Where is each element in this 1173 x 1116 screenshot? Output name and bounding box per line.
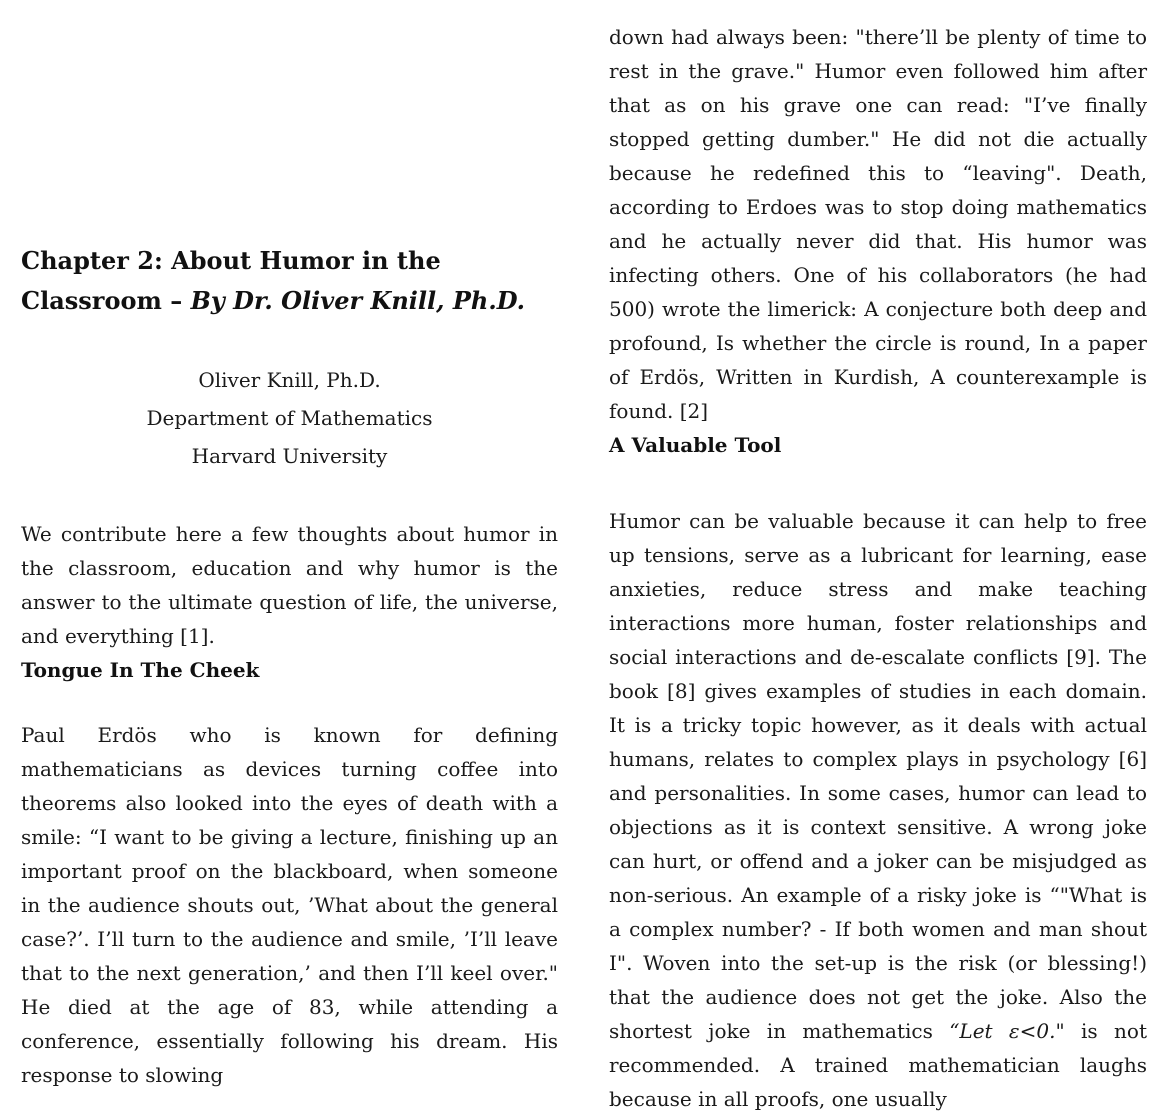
- author-block: [21, 361, 558, 475]
- author-name: Oliver Knill, Ph.D.: [198, 368, 381, 392]
- shortest-joke-italic: “Let ε<0.": [949, 1019, 1065, 1043]
- continuation-paragraph: down had always been: "there’ll be plenty of time to rest in the grave." Humor even followed him after that as on his grave one can read: "I’ve finally stopped getting dumber." He did not die actually because he redefined this to “leaving". Death, according to Erdoes was to stop doing mathematics and he actually never did that. His humor was infecting others. One of his collaborators (he had 500) wrote the limerick: A conjecture both deep and profound, Is whether the circle is round, In a paper of Erdös, Written in Kurdish, A counterexample is found. [2]: [609, 25, 1147, 423]
- section-heading-a-valuable-tool: A Valuable Tool: [609, 433, 782, 457]
- chapter-title-line2-main: Classroom –: [21, 286, 191, 315]
- chapter-title-byline: By Dr. Oliver Knill, Ph.D.: [190, 286, 526, 315]
- author-department: Department of Mathematics: [146, 406, 433, 430]
- valuable-tool-paragraph-end: is not recommended. A trained mathematician laughs because in all proofs, one usually: [609, 1019, 1147, 1111]
- erdos-paragraph: Paul Erdös who is known for defining mathematicians as devices turning coffee into theorems also looked into the eyes of death with a smile: “I want to be giving a lecture, finishing up an important proof on the blackboard, when someone in the audience shouts out, ’What about the general case?’. I’ll turn to the audience and smile, ’I’ll leave that to the next generation,’ and then I’ll keel over." He died at the age of 83, while attending a conference, essentially following his dream. His response to slowing: [21, 723, 558, 1087]
- chapter-title-line1: Chapter 2: About Humor in the: [21, 246, 441, 275]
- chapter-title: [21, 241, 558, 321]
- right-column: [609, 0, 1147, 1116]
- author-university: Harvard University: [191, 444, 388, 468]
- chapter-title-line2: [21, 286, 525, 315]
- intro-paragraph: We contribute here a few thoughts about humor in the classroom, education and why humor is the answer to the ultimate question of life, the universe, and everything [1].: [21, 522, 558, 648]
- left-column: [21, 0, 558, 1092]
- valuable-tool-paragraph-start: Humor can be valuable because it can help to free up tensions, serve as a lubricant for learning, ease anxieties, reduce stress and make teaching interactions more human, foster relationships and social interactions and de-escalate conflicts [9]. The book [8] gives examples of studies in each domain. It is a tricky topic however, as it deals with actual humans, relates to complex plays in psychology [6] and personalities. In some cases, humor can lead to objections as it is context sensitive. A wrong joke can hurt, or offend and a joker can be misjudged as non-serious. An example of a risky joke is “"What is a complex number? - If both women and man shout I". Woven into the set-up is the risk (or blessing!) that the audience does not get the joke. Also the shortest joke in mathematics: [609, 509, 1147, 1043]
- valuable-tool-paragraph: [609, 504, 1147, 1116]
- section-heading-tongue-in-the-cheek: Tongue In The Cheek: [21, 658, 260, 682]
